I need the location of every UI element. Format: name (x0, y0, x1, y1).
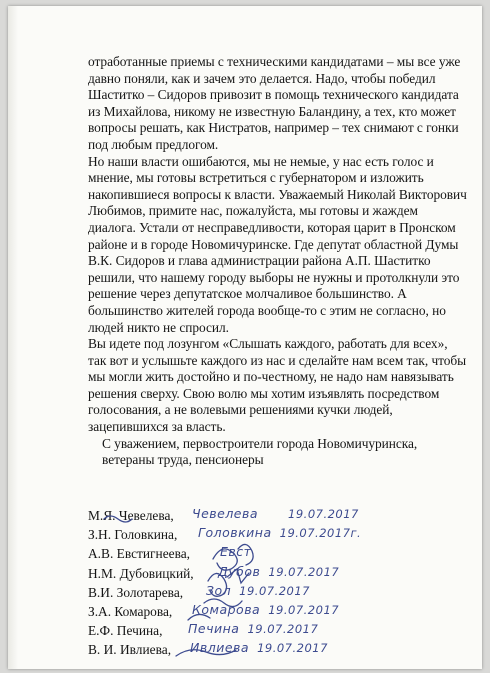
handwritten-signature: Комарова 19.07.2017 (192, 601, 340, 617)
signatory-name: Н.М. Дубовицкий, (88, 565, 194, 581)
paragraph-3: Вы идете под лозунгом «Слышать каждого, работать для всех», так вот и услышьте каждого из нас и сделайте нам всем так, чтобы мы могли жить достойно и по-честному, не надо нам навязывать решения сверху. Свою волю мы хотим изъявлять посредством голосования, а не волевыми решениями кучки людей, зацепившихся за власть. (88, 336, 467, 435)
handwritten-signature: Зол 19.07.2017 (206, 582, 311, 598)
document-page (8, 6, 482, 669)
paragraph-2: Но наши власти ошибаются, мы не немые, у нас есть голос и мнение, мы готовы встретиться с губернатором и изложить накопившиеся вопросы к власти. Уважаемый Николай Викторович Любимов, примите нас, пожалуйста, мы готовы и жаждем диалога. Устали от несправедливости, которая царит в Пронском районе и в городе Новомичуринске. Где депутат областной Думы В.К. Сидоров и глава администрации района А.П. Шаститко решили, что нашему городу выборы не нужны и протолкнули это решение через депутатское молчаливое большинство. А большинство жителей города вообще-то с этим не согласно, но людей никто не спросил. (88, 153, 467, 335)
letter-body (88, 54, 468, 469)
handwritten-signature: Ивлиева 19.07.2017 (190, 640, 328, 656)
signature-block (88, 506, 478, 660)
signature-row (88, 525, 478, 544)
signatory-name: З.А. Комарова, (88, 603, 173, 619)
handwritten-signature: Дубов 19.07.2017 (218, 563, 340, 579)
handwritten-signature: Чевелева 19.07.2017 (192, 506, 359, 521)
page-edge-shadow (8, 6, 18, 669)
signatory-name: В. И. Ивлиева, (88, 642, 172, 658)
signatory-name: Е.Ф. Печина, (88, 623, 163, 639)
signature-row (88, 640, 478, 659)
signatory-name: В.И. Золотарева, (88, 584, 184, 600)
signatory-name: М.Я. Чевелева, (88, 508, 174, 523)
handwritten-signature: Головкина 19.07.2017г. (198, 525, 362, 541)
handwritten-signature: Печина 19.07.2017 (188, 621, 319, 637)
handwritten-signature: Евст (220, 544, 252, 560)
signatory-name: А.В. Евстигнеева, (88, 546, 191, 562)
closing-line: С уважением, первостроители города Новомичуринска, ветераны труда, пенсионеры (102, 435, 418, 468)
paragraph-1: отработанные приемы с техническими кандидатами – мы все уже давно поняли, как и зачем это делается. Надо, чтобы победил Шаститко – Сидоров привозит в помощь технического кандидата из Михайлова, никому не известную Баландину, а тех, кто может вопросы решать, как Нистратов, например – тех снимают с гонки под любым предлогом. (88, 54, 461, 152)
signatory-name: З.Н. Головкина, (88, 527, 178, 543)
